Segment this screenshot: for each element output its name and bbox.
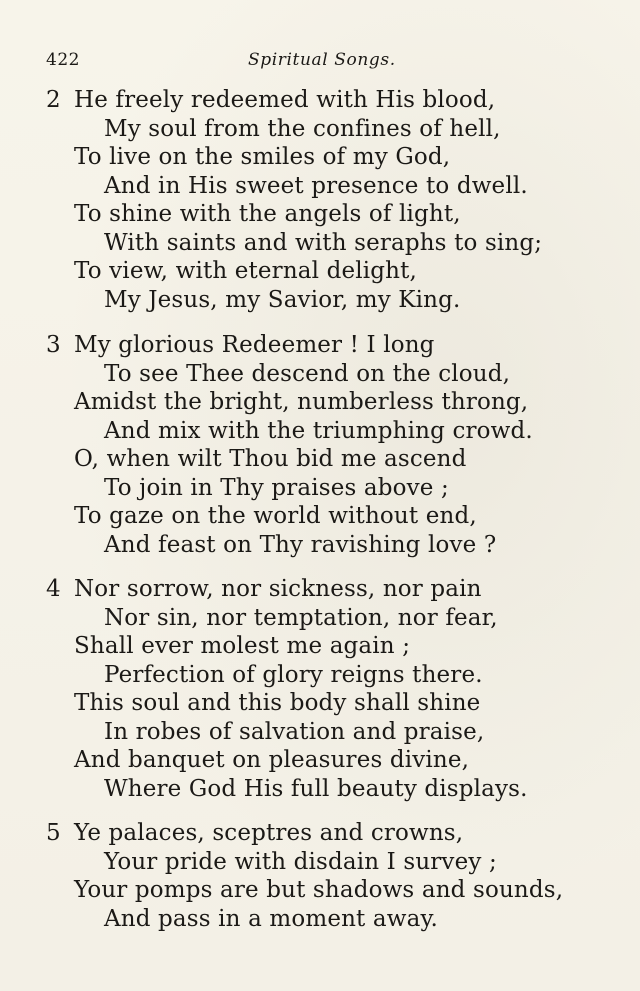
running-title: Spiritual Songs. bbox=[248, 50, 396, 70]
stanza-line bbox=[46, 331, 616, 360]
verse-line: And pass in a moment away. bbox=[104, 905, 439, 932]
stanza-line bbox=[46, 200, 616, 229]
stanza-line bbox=[46, 575, 616, 604]
stanza-line bbox=[46, 502, 616, 531]
stanza-line bbox=[46, 689, 616, 718]
verse-line: With saints and with seraphs to sing; bbox=[104, 229, 543, 256]
verse-line: Your pomps are but shadows and sounds, bbox=[74, 877, 564, 903]
stanza-2 bbox=[46, 86, 616, 314]
stanza-number: 5 bbox=[46, 820, 61, 846]
stanza-line bbox=[46, 86, 616, 115]
verse-line: Amidst the bright, numberless throng, bbox=[74, 389, 529, 415]
verse-line: To join in Thy praises above ; bbox=[104, 474, 449, 501]
verse-line: To see Thee descend on the cloud, bbox=[104, 360, 511, 387]
verse-line: Shall ever molest me again ; bbox=[74, 633, 411, 659]
verse-line: O, when wilt Thou bid me ascend bbox=[74, 446, 467, 472]
verse-line: To live on the smiles of my God, bbox=[74, 144, 451, 170]
stanza-5 bbox=[46, 819, 616, 933]
verse-line: And in His sweet presence to dwell. bbox=[104, 172, 528, 199]
verse-line: To shine with the angels of light, bbox=[74, 201, 461, 227]
stanza-line bbox=[46, 286, 616, 315]
verse-line: And mix with the triumphing crowd. bbox=[104, 417, 533, 444]
verse-line: My glorious Redeemer ! I long bbox=[74, 332, 435, 358]
stanza-line bbox=[46, 257, 616, 286]
verse-line: Your pride with disdain I survey ; bbox=[104, 848, 497, 875]
verse-line: Ye palaces, sceptres and crowns, bbox=[74, 820, 464, 846]
stanza-line bbox=[46, 746, 616, 775]
stanza-line bbox=[46, 905, 616, 934]
stanza-3 bbox=[46, 331, 616, 559]
stanza-number: 2 bbox=[46, 87, 61, 113]
stanza-line bbox=[46, 115, 616, 144]
stanza-line bbox=[46, 474, 616, 503]
stanza-number: 4 bbox=[46, 576, 61, 602]
verse-line: And feast on Thy ravishing love ? bbox=[104, 531, 497, 558]
verse-line: This soul and this body shall shine bbox=[74, 690, 481, 716]
verse-line: He freely redeemed with His blood, bbox=[74, 87, 496, 113]
stanza-line bbox=[46, 531, 616, 560]
verse-line: In robes of salvation and praise, bbox=[104, 718, 485, 745]
verse-line: Nor sorrow, nor sickness, nor pain bbox=[74, 576, 482, 602]
verse-line: Perfection of glory reigns there. bbox=[104, 661, 483, 688]
stanza-4 bbox=[46, 575, 616, 803]
stanza-line bbox=[46, 848, 616, 877]
verse-line: My soul from the confines of hell, bbox=[104, 115, 501, 142]
stanza-line bbox=[46, 388, 616, 417]
stanza-number: 3 bbox=[46, 332, 61, 358]
stanza-line bbox=[46, 604, 616, 633]
stanza-line bbox=[46, 417, 616, 446]
verse-line: My Jesus, my Savior, my King. bbox=[104, 286, 461, 313]
stanza-line bbox=[46, 718, 616, 747]
stanza-line bbox=[46, 229, 616, 258]
verse-line: To view, with eternal delight, bbox=[74, 258, 417, 284]
page-number: 422 bbox=[46, 50, 80, 70]
stanza-line bbox=[46, 661, 616, 690]
verse-line: Where God His full beauty displays. bbox=[104, 775, 528, 802]
stanza-line bbox=[46, 876, 616, 905]
verse-line: To gaze on the world without end, bbox=[74, 503, 477, 529]
page-header bbox=[46, 50, 596, 76]
stanza-line bbox=[46, 143, 616, 172]
verse-line: And banquet on pleasures divine, bbox=[74, 747, 470, 773]
stanza-line bbox=[46, 775, 616, 804]
stanza-line bbox=[46, 632, 616, 661]
verse-line: Nor sin, nor temptation, nor fear, bbox=[104, 604, 498, 631]
stanza-line bbox=[46, 360, 616, 389]
stanza-line bbox=[46, 172, 616, 201]
stanza-line bbox=[46, 445, 616, 474]
stanza-line bbox=[46, 819, 616, 848]
